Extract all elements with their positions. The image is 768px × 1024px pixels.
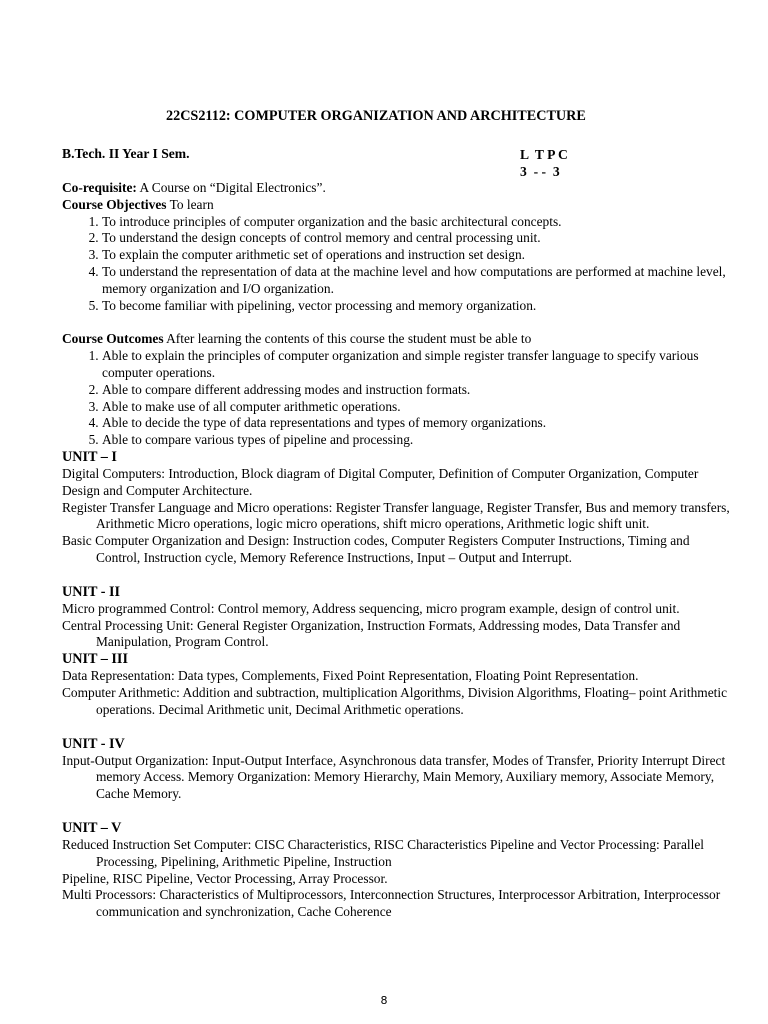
- ltpc-values: 3 - - 3: [520, 164, 560, 179]
- list-item: 3. To explain the computer arithmetic set of operations and instruction set design.: [102, 247, 732, 264]
- list-item: 4. To understand the representation of data at the machine level and how computations are performed at machine level, memory organization and I/O organization.: [102, 264, 732, 298]
- unit-2-heading: UNIT - II: [62, 583, 121, 600]
- outcomes-label: Course Outcomes: [62, 331, 164, 347]
- course-title: 22CS2112: COMPUTER ORGANIZATION AND ARCHITECTURE: [166, 108, 586, 124]
- unit-1-heading: UNIT – I: [62, 448, 117, 465]
- corequisite: [62, 180, 732, 197]
- list-item: 2. Able to compare different addressing modes and instruction formats.: [102, 382, 732, 399]
- objectives-label: Course Objectives: [62, 196, 167, 212]
- unit-4-heading: UNIT - IV: [62, 735, 125, 752]
- unit-5-heading: UNIT – V: [62, 819, 122, 836]
- corequisite-label: Co-requisite:: [62, 180, 137, 195]
- outcomes-list: [62, 348, 732, 449]
- list-item: 1. Able to explain the principles of computer organization and simple register transfer language to specify various computer operations.: [102, 348, 732, 382]
- corequisite-text: A Course on “Digital Electronics”.: [136, 180, 326, 195]
- unit-3-heading: UNIT – III: [62, 651, 128, 668]
- outcomes-intro: After learning the contents of this course the student must be able to: [163, 331, 532, 347]
- list-item: 1. To introduce principles of computer organization and the basic architectural concepts.: [102, 214, 732, 231]
- unit-paragraph: Pipeline, RISC Pipeline, Vector Processing, Array Processor.: [62, 870, 388, 886]
- objectives-heading: [62, 197, 732, 214]
- ltpc-header: L T P C: [520, 147, 568, 162]
- list-item: 5. To become familiar with pipelining, vector processing and memory organization.: [102, 298, 732, 315]
- unit-paragraph: Data Representation: Data types, Complements, Fixed Point Representation, Floating Point Representation.: [62, 668, 639, 684]
- unit-paragraph: Basic Computer Organization and Design: Instruction codes, Computer Registers Computer Instructions, Timing and Control, Instruction cycle, Memory Reference Instructions, Input – Output and Interrupt.: [62, 533, 690, 565]
- objectives-intro: To learn: [166, 196, 214, 212]
- syllabus-body: [62, 180, 732, 921]
- outcomes-heading: [62, 331, 732, 348]
- list-item: 3. Able to make use of all computer arithmetic operations.: [102, 399, 732, 416]
- unit-paragraph: Reduced Instruction Set Computer: CISC Characteristics, RISC Characteristics Pipeline and Vector Processing: Parallel Processing, Pipelining, Arithmetic Pipeline, Instruction: [62, 836, 705, 869]
- semester-label: B.Tech. II Year I Sem.: [62, 146, 190, 161]
- unit-paragraph: Input-Output Organization: Input-Output Interface, Asynchronous data transfer, Modes of Transfer, Priority Interrupt Direct memory Access. Memory Organization: Memory Hierarchy, Main Memory, Auxiliary memory, Associate Memory, Cache Memory.: [62, 752, 726, 802]
- page-number: 8: [380, 994, 388, 1007]
- unit-paragraph: Computer Arithmetic: Addition and subtraction, multiplication Algorithms, Division Algorithms, Floating– point Arithmetic operations. Decimal Arithmetic unit, Decimal Arithmetic operations.: [62, 684, 728, 717]
- unit-paragraph: Register Transfer Language and Micro operations: Register Transfer language, Register Transfer, Bus and memory transfers, Arithmetic Micro operations, logic micro operations, shift micro operations, Arithmetic logic shift unit.: [62, 499, 730, 532]
- list-item: 2. To understand the design concepts of control memory and central processing unit.: [102, 230, 732, 247]
- unit-paragraph: Multi Processors: Characteristics of Multiprocessors, Interconnection Structures, Interprocessor Arbitration, Interprocessor communication and synchronization, Cache Coherence: [62, 887, 721, 920]
- list-item: 5. Able to compare various types of pipeline and processing.: [102, 432, 732, 449]
- ltpc-block: [520, 146, 568, 180]
- unit-paragraph: Micro programmed Control: Control memory, Address sequencing, micro program example, design of control unit.: [62, 600, 680, 616]
- list-item: 4. Able to decide the type of data representations and types of memory organizations.: [102, 415, 732, 432]
- unit-paragraph: Central Processing Unit: General Register Organization, Instruction Formats, Addressing modes, Data Transfer and Manipulation, Program Control.: [62, 617, 681, 650]
- objectives-list: [62, 214, 732, 315]
- unit-paragraph: Digital Computers: Introduction, Block diagram of Digital Computer, Definition of Computer Organization, Computer Design and Computer Architecture.: [62, 465, 699, 498]
